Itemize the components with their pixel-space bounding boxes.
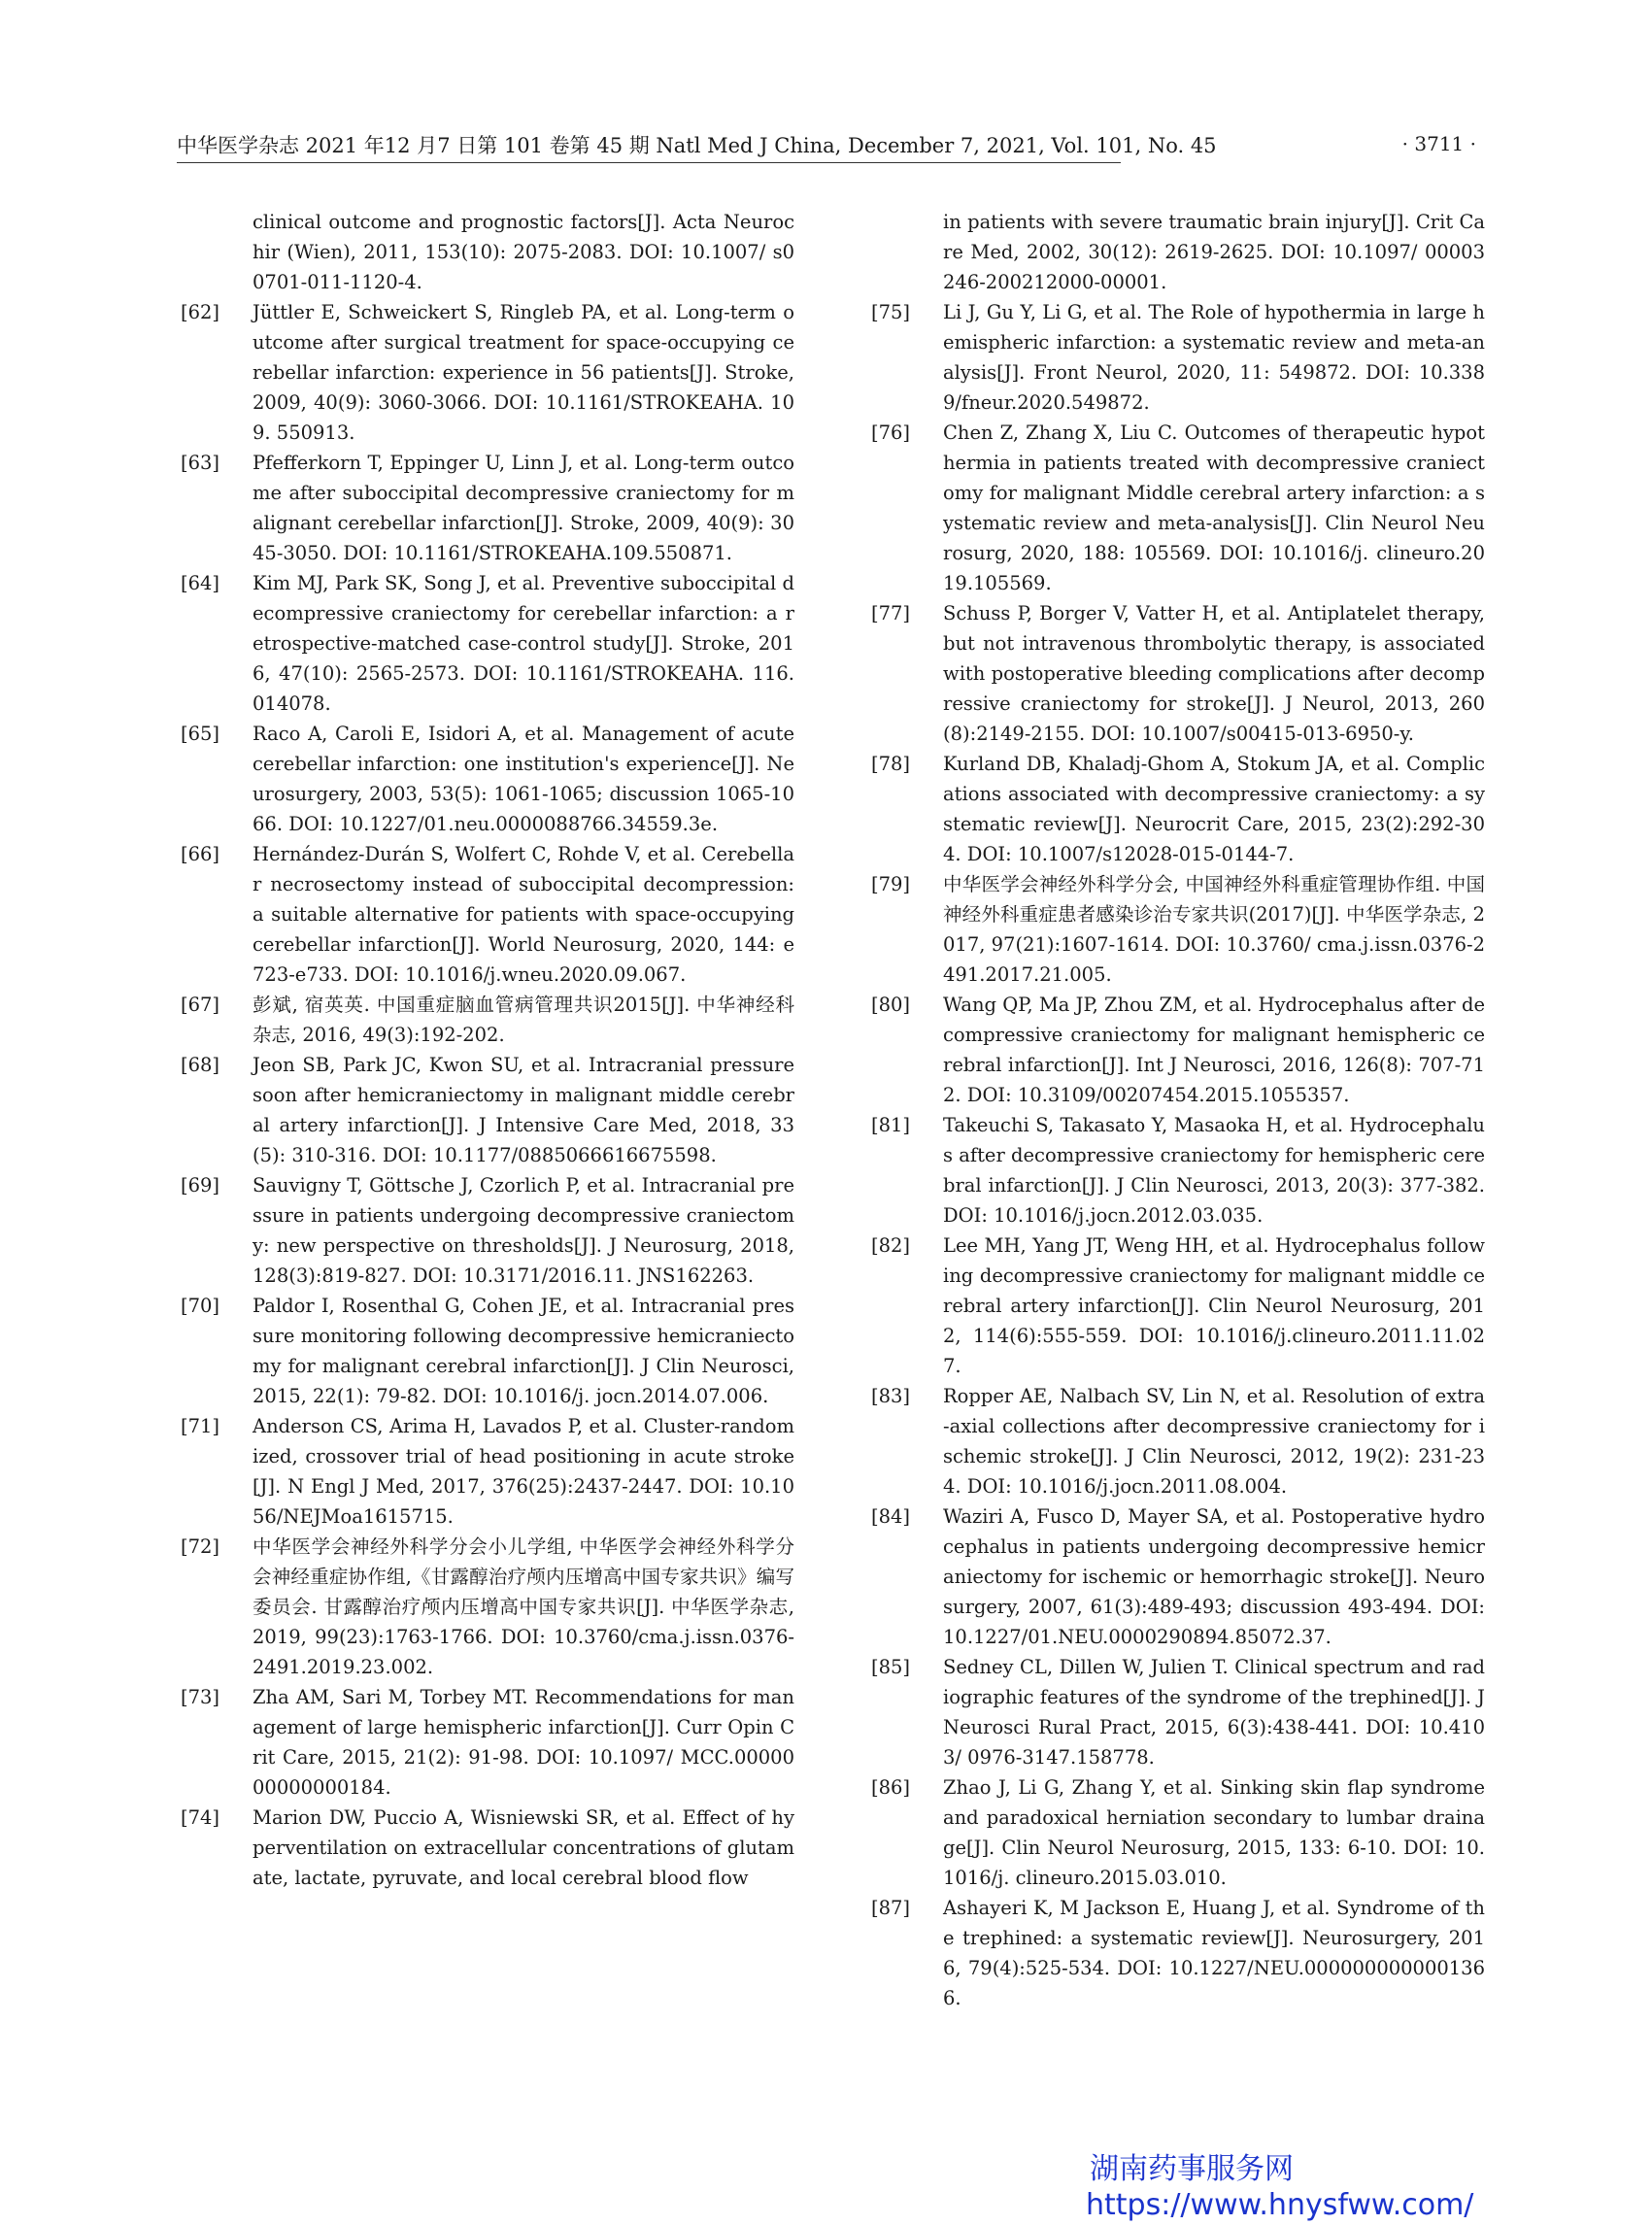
reference-entry xyxy=(181,1291,794,1411)
watermark-url[interactable]: https://www.hnysfww.com/ xyxy=(1086,2188,1474,2222)
reference-entry xyxy=(181,1050,794,1170)
reference-text: Jüttler E, Schweickert S, Ringleb PA, et al. Long-term outcome after surgical treatment for space-occupying cerebellar infarction: experience in 56 patients[J]. Stroke, 2009, 40(9): 3060-3066. DOI: 10.1161/STROKEAHA. 109. 550913. xyxy=(253,301,794,444)
reference-number: [87] xyxy=(871,1897,911,1919)
reference-number: [72] xyxy=(181,1535,220,1558)
reference-number: [67] xyxy=(181,994,220,1016)
reference-entry xyxy=(181,448,794,568)
reference-number: [69] xyxy=(181,1174,220,1197)
reference-entry xyxy=(871,1893,1485,2013)
reference-entry xyxy=(871,1110,1485,1230)
reference-column-right xyxy=(871,207,1485,2013)
reference-number: [75] xyxy=(871,301,911,323)
reference-number: [74] xyxy=(181,1806,220,1829)
reference-text: 彭斌, 宿英英. 中国重症脑血管病管理共识2015[J]. 中华神经科杂志, 2016, 49(3):192-202. xyxy=(253,994,794,1046)
reference-number: [79] xyxy=(871,873,911,895)
reference-text: Wang QP, Ma JP, Zhou ZM, et al. Hydrocephalus after decompressive craniectomy for malignant hemispheric cerebral infarction[J]. Int J Neurosci, 2016, 126(8): 707-712. DOI: 10.3109/00207454.2015.1055357. xyxy=(943,994,1485,1106)
reference-text: Lee MH, Yang JT, Weng HH, et al. Hydrocephalus following decompressive craniectomy for malignant middle cerebral artery infarction[J]. Clin Neurol Neurosurg, 2012, 114(6):555-559. DOI: 10.1016/j.clineuro.2011.11.027. xyxy=(943,1234,1485,1377)
reference-text: Takeuchi S, Takasato Y, Masaoka H, et al. Hydrocephalus after decompressive craniectomy for hemispheric cerebral infarction[J]. J Clin Neurosci, 2013, 20(3): 377-382. DOI: 10.1016/j.jocn.2012.03.035. xyxy=(943,1114,1485,1227)
reference-text: Paldor I, Rosenthal G, Cohen JE, et al. Intracranial pressure monitoring following decompressive hemicraniectomy for malignant cerebral infarction[J]. J Clin Neurosci, 2015, 22(1): 79-82. DOI: 10.1016/j. jocn.2014.07.006. xyxy=(253,1295,794,1407)
reference-text: Anderson CS, Arima H, Lavados P, et al. Cluster-randomized, crossover trial of head positioning in acute stroke[J]. N Engl J Med, 2017, 376(25):2437-2447. DOI: 10.1056/NEJMoa1615715. xyxy=(253,1415,794,1528)
reference-text: Schuss P, Borger V, Vatter H, et al. Antiplatelet therapy, but not intravenous thrombolytic therapy, is associated with postoperative bleeding complications after decompressive craniectomy for stroke[J]. J Neurol, 2013, 260(8):2149-2155. DOI: 10.1007/s00415-013-6950-y. xyxy=(943,602,1485,745)
reference-entry xyxy=(871,1772,1485,1893)
reference-number: [63] xyxy=(181,452,220,474)
reference-entry xyxy=(181,1532,794,1682)
reference-text: Sedney CL, Dillen W, Julien T. Clinical spectrum and radiographic features of the syndrome of the trephined[J]. J Neurosci Rural Pract, 2015, 6(3):438-441. DOI: 10.4103/ 0976-3147.158778. xyxy=(943,1656,1485,1769)
reference-number: [83] xyxy=(871,1385,911,1407)
watermark-site-name: 湖南药事服务网 xyxy=(1090,2152,1294,2186)
reference-text: Sauvigny T, Göttsche J, Czorlich P, et al. Intracranial pressure in patients undergoing decompressive craniectomy: new perspective on thresholds[J]. J Neurosurg, 2018, 128(3):819-827. DOI: 10.3171/2016.11. JNS162263. xyxy=(253,1174,794,1287)
reference-text: Raco A, Caroli E, Isidori A, et al. Management of acute cerebellar infarction: one institution's experience[J]. Neurosurgery, 2003, 53(5): 1061-1065; discussion 1065-1066. DOI: 10.1227/01.neu.0000088766.34559.3e. xyxy=(253,723,794,835)
reference-text: Hernández-Durán S, Wolfert C, Rohde V, et al. Cerebellar necrosectomy instead of suboccipital decompression: a suitable alternative for patients with space-occupying cerebellar infarction[J]. World Neurosurg, 2020, 144: e723-e733. DOI: 10.1016/j.wneu.2020.09.067. xyxy=(253,843,794,986)
reference-number: [65] xyxy=(181,723,220,745)
reference-number: [71] xyxy=(181,1415,220,1437)
reference-text: Waziri A, Fusco D, Mayer SA, et al. Postoperative hydrocephalus in patients undergoing decompressive hemicraniectomy for ischemic or hemorrhagic stroke[J]. Neurosurgery, 2007, 61(3):489-493; discussion 493-494. DOI: 10.1227/01.NEU.0000290894.85072.37. xyxy=(943,1505,1485,1648)
reference-entry xyxy=(181,1803,794,1893)
reference-text: Kurland DB, Khaladj-Ghom A, Stokum JA, et al. Complications associated with decompressive craniectomy: a systematic review[J]. Neurocrit Care, 2015, 23(2):292-304. DOI: 10.1007/s12028-015-0144-7. xyxy=(943,753,1485,865)
reference-number: [81] xyxy=(871,1114,911,1136)
reference-entry xyxy=(871,1652,1485,1772)
reference-text: Zha AM, Sari M, Torbey MT. Recommendations for management of large hemispheric infarction[J]. Curr Opin Crit Care, 2015, 21(2): 91-98. DOI: 10.1097/ MCC.0000000000000184. xyxy=(253,1686,794,1799)
reference-number: [77] xyxy=(871,602,911,624)
reference-number: [82] xyxy=(871,1234,911,1257)
reference-number: [86] xyxy=(871,1776,911,1799)
reference-entry xyxy=(871,1230,1485,1381)
running-header xyxy=(177,130,1476,163)
reference-text: 中华医学会神经外科学分会小儿学组, 中华医学会神经外科学分会神经重症协作组,《甘露醇治疗颅内压增高中国专家共识》编写委员会. 甘露醇治疗颅内压增高中国专家共识[J]. 中华医学杂志, 2019, 99(23):1763-1766. DOI: 10.3760/cma.j.issn.0376-2491.2019.23.002. xyxy=(253,1535,794,1678)
reference-entry xyxy=(181,839,794,990)
reference-number: [62] xyxy=(181,301,220,323)
reference-number: [66] xyxy=(181,843,220,865)
reference-entry xyxy=(181,1170,794,1291)
reference-entry xyxy=(871,297,1485,418)
reference-text: Jeon SB, Park JC, Kwon SU, et al. Intracranial pressure soon after hemicraniectomy in malignant middle cerebral artery infarction[J]. J Intensive Care Med, 2018, 33(5): 310-316. DOI: 10.1177/0885066616675598. xyxy=(253,1054,794,1166)
reference-entry xyxy=(871,990,1485,1110)
reference-text: Li J, Gu Y, Li G, et al. The Role of hypothermia in large hemispheric infarction: a systematic review and meta-analysis[J]. Front Neurol, 2020, 11: 549872. DOI: 10.3389/fneur.2020.549872. xyxy=(943,301,1485,414)
reference-text: Ropper AE, Nalbach SV, Lin N, et al. Resolution of extra-axial collections after decompressive craniectomy for ischemic stroke[J]. J Clin Neurosci, 2012, 19(2): 231-234. DOI: 10.1016/j.jocn.2011.08.004. xyxy=(943,1385,1485,1498)
reference-text: 中华医学会神经外科学分会, 中国神经外科重症管理协作组. 中国神经外科重症患者感染诊治专家共识(2017)[J]. 中华医学杂志, 2017, 97(21):1607-1614. DOI: 10.3760/ cma.j.issn.0376-2491.2017.21.005. xyxy=(943,873,1485,986)
reference-column-left xyxy=(181,207,794,1893)
journal-citation-line: 中华医学杂志 2021 年12 月7 日第 101 卷第 45 期 Natl Med J China, December 7, 2021, Vol. 101, No. 45 xyxy=(177,130,1121,163)
site-watermark xyxy=(1086,2151,1474,2223)
reference-entry xyxy=(871,869,1485,990)
reference-number: [73] xyxy=(181,1686,220,1708)
reference-text: Ashayeri K, M Jackson E, Huang J, et al. Syndrome of the trephined: a systematic review[J]. Neurosurgery, 2016, 79(4):525-534. DOI: 10.1227/NEU.0000000000001366. xyxy=(943,1897,1485,2009)
reference-entry xyxy=(871,1381,1485,1501)
reference-entry xyxy=(871,418,1485,598)
reference-number: [78] xyxy=(871,753,911,775)
reference-entry xyxy=(181,297,794,448)
page-number: · 3711 · xyxy=(1401,132,1476,155)
reference-entry xyxy=(181,568,794,719)
reference-number: [68] xyxy=(181,1054,220,1076)
reference-entry xyxy=(181,1411,794,1532)
reference-entry xyxy=(181,719,794,839)
reference-text: Pfefferkorn T, Eppinger U, Linn J, et al. Long-term outcome after suboccipital decompressive craniectomy for malignant cerebellar infarction[J]. Stroke, 2009, 40(9): 3045-3050. DOI: 10.1161/STROKEAHA.109.550871. xyxy=(253,452,794,564)
reference-text: Kim MJ, Park SK, Song J, et al. Preventive suboccipital decompressive craniectomy for cerebellar infarction: a retrospective-matched case-control study[J]. Stroke, 2016, 47(10): 2565-2573. DOI: 10.1161/STROKEAHA. 116. 014078. xyxy=(253,572,794,715)
reference-number: [85] xyxy=(871,1656,911,1678)
reference-number: [76] xyxy=(871,421,911,444)
reference-number: [70] xyxy=(181,1295,220,1317)
reference-entry xyxy=(871,207,1485,297)
reference-text: Chen Z, Zhang X, Liu C. Outcomes of therapeutic hypothermia in patients treated with decompressive craniectomy for malignant Middle cerebral artery infarction: a systematic review and meta-analysis[J]. Clin Neurol Neurosurg, 2020, 188: 105569. DOI: 10.1016/j. clineuro.2019.105569. xyxy=(943,421,1485,594)
reference-entry xyxy=(871,749,1485,869)
reference-text: Marion DW, Puccio A, Wisniewski SR, et al. Effect of hyperventilation on extracellular concentrations of glutamate, lactate, pyruvate, and local cerebral blood flow xyxy=(253,1806,794,1889)
reference-number: [64] xyxy=(181,572,220,594)
reference-entry xyxy=(871,598,1485,749)
reference-text: clinical outcome and prognostic factors[J]. Acta Neurochir (Wien), 2011, 153(10): 2075-2083. DOI: 10.1007/ s00701-011-1120-4. xyxy=(253,211,794,293)
reference-text: Zhao J, Li G, Zhang Y, et al. Sinking skin flap syndrome and paradoxical herniation secondary to lumbar drainage[J]. Clin Neurol Neurosurg, 2015, 133: 6-10. DOI: 10.1016/j. clineuro.2015.03.010. xyxy=(943,1776,1485,1889)
reference-text: in patients with severe traumatic brain injury[J]. Crit Care Med, 2002, 30(12): 2619-2625. DOI: 10.1097/ 00003246-200212000-00001. xyxy=(943,211,1485,293)
reference-entry xyxy=(181,990,794,1050)
reference-entry xyxy=(871,1501,1485,1652)
reference-number: [84] xyxy=(871,1505,911,1528)
reference-number: [80] xyxy=(871,994,911,1016)
reference-entry xyxy=(181,1682,794,1803)
reference-entry xyxy=(181,207,794,297)
